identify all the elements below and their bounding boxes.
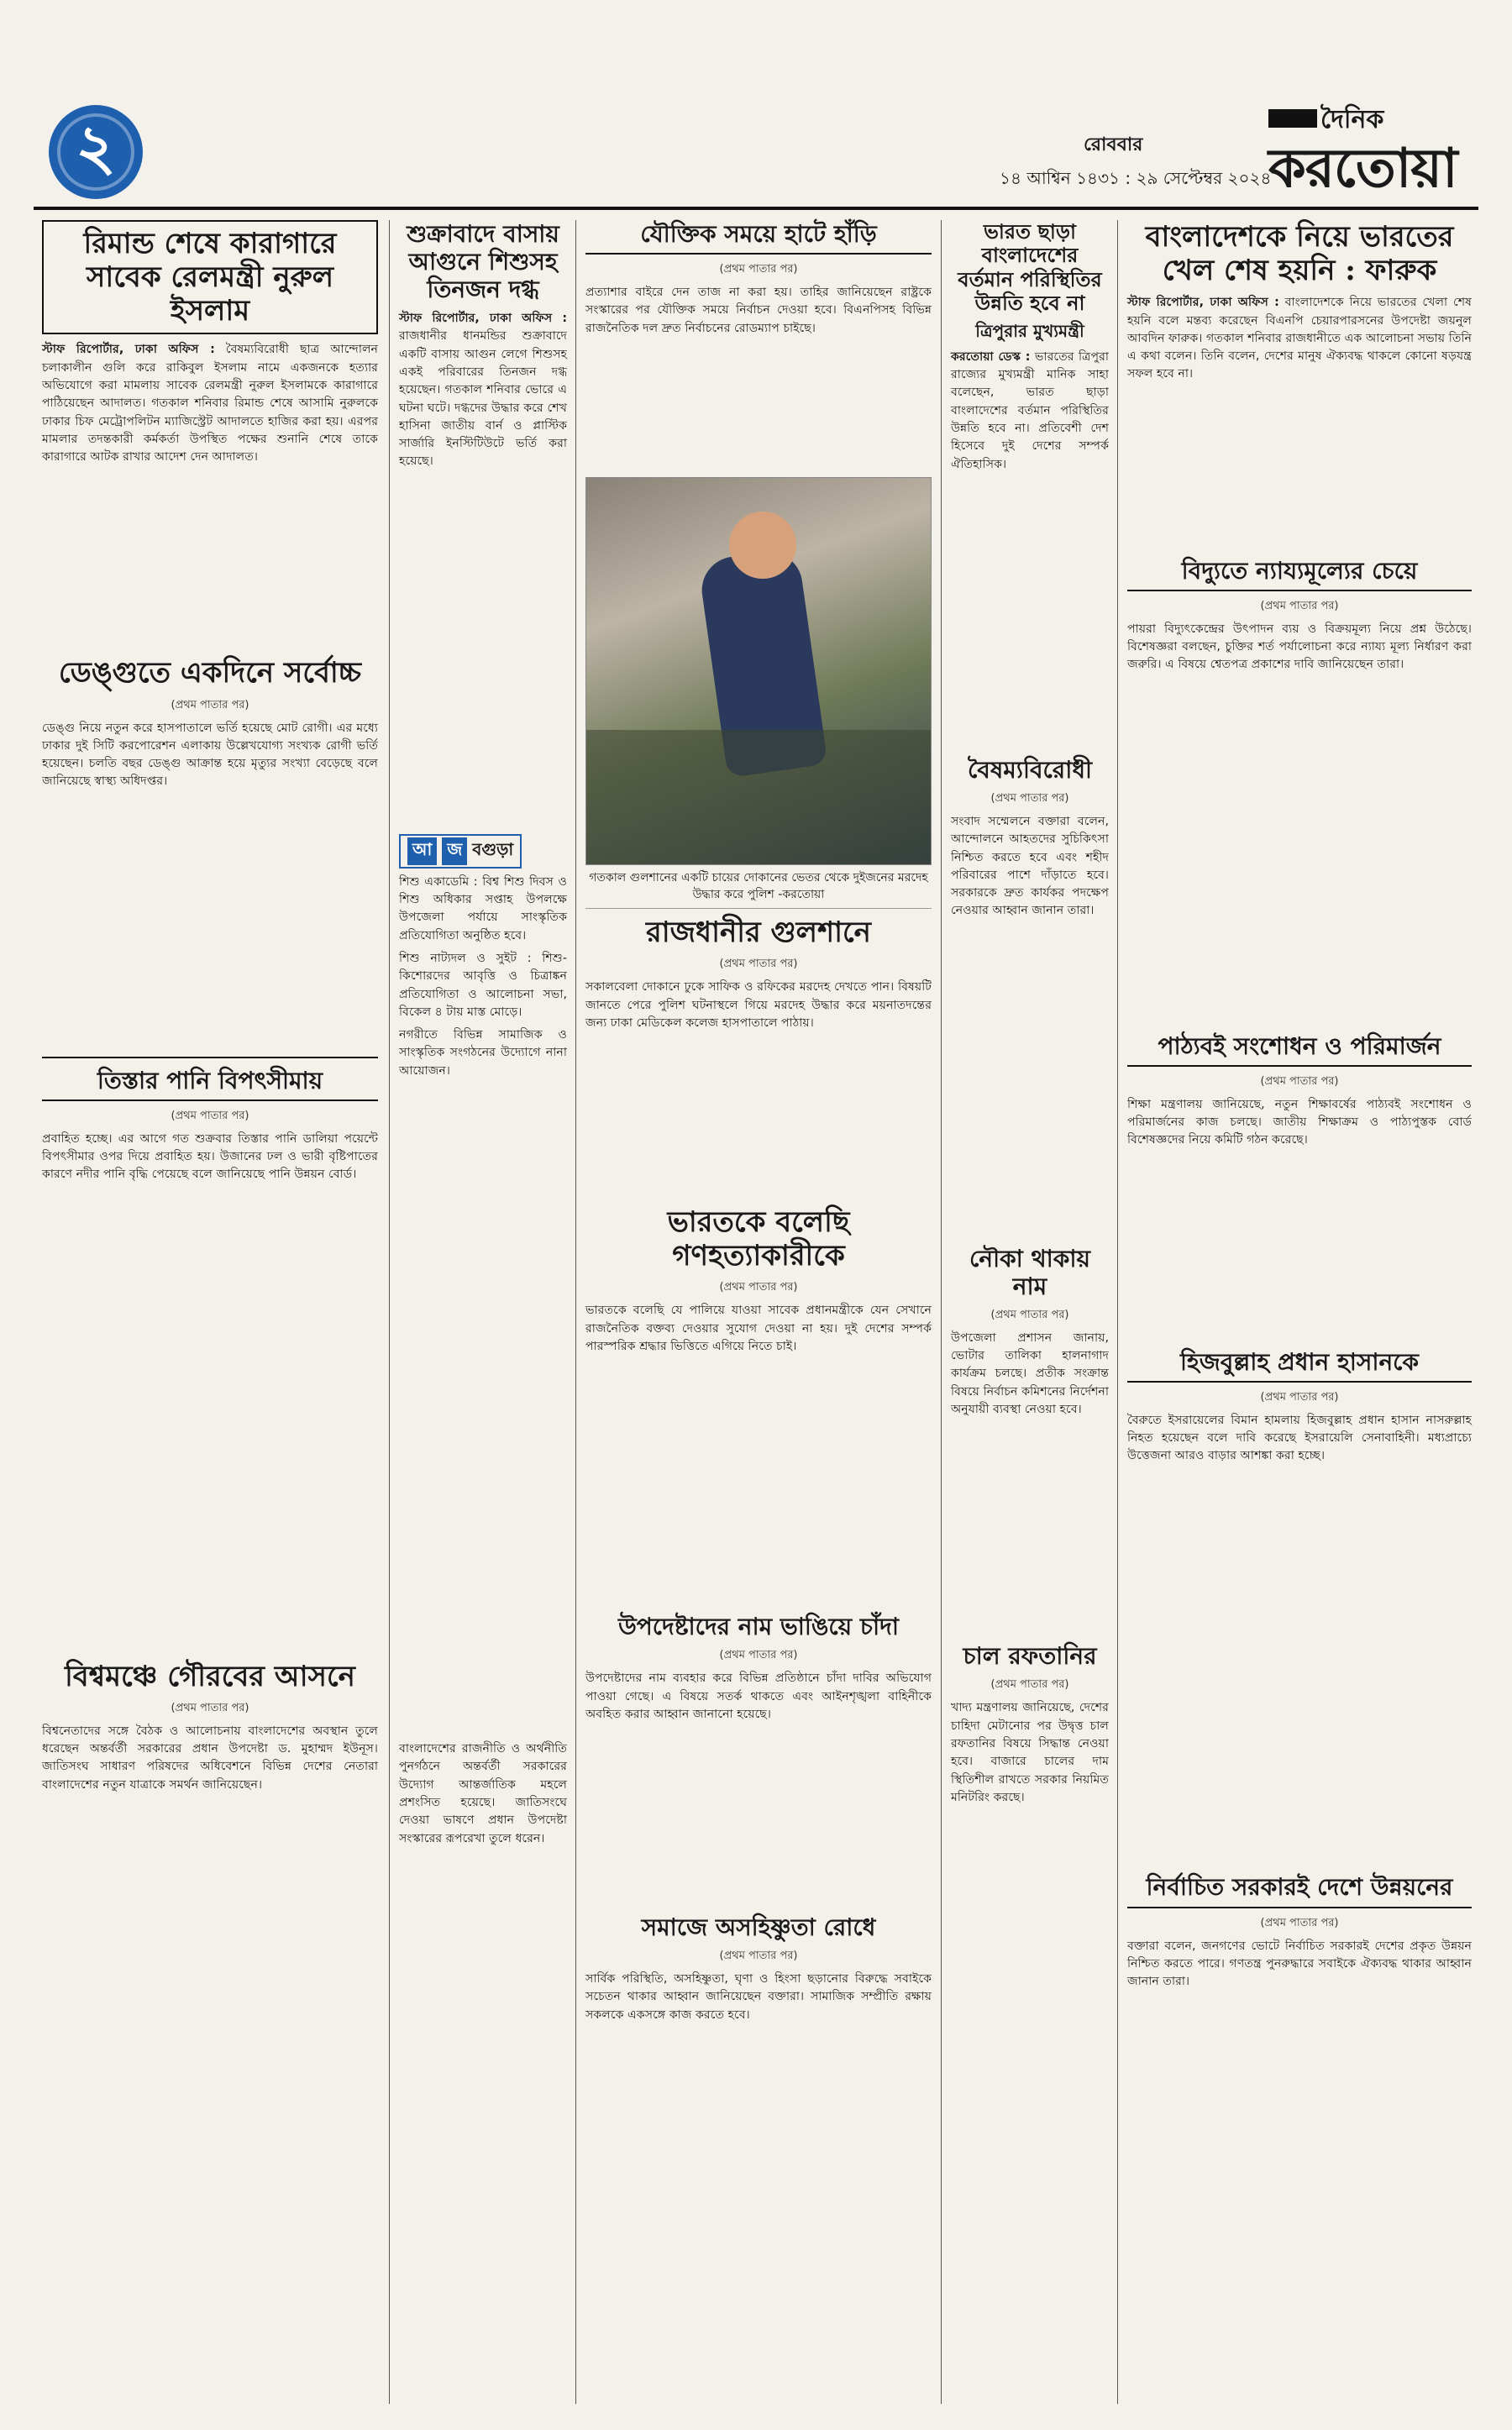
continued-tag: (প্রথম পাতার পর) — [719, 1950, 798, 1963]
article-body — [951, 349, 1109, 474]
caption-text: গতকাল গুলশানের একটি চায়ের দোকানের ভেতর থেকে দুইজনের মরদেহ উদ্ধার করে পুলিশ — [589, 870, 928, 901]
article-text: প্রত্যাশার বাইরে দেন তাজ না করা হয়। তাহির জানিয়েছেন রাষ্ট্রকে সংস্কারের পর যৌক্তিক সময়ে নির্বাচন দেওয়া হবে। বিএনপিসহ বিভিন্ন রাজনৈতিক দল দ্রুত নির্বাচনের রোডম্যাপ চাইছে। — [585, 286, 932, 335]
article-continuation — [585, 1037, 932, 1205]
continued-tag: (প্রথম পাতার পর) — [990, 1678, 1069, 1692]
article-continuation — [585, 1729, 932, 1913]
headline-electricity: বিদ্যুতে ন্যায্যমূল্যের চেয়ে — [1127, 557, 1472, 591]
column-4 — [951, 220, 1109, 1812]
column-divider — [389, 220, 390, 2404]
article-text: প্রবাহিত হচ্ছে। এর আগে গত শুক্রবার তিস্তার পানি ডালিয়া পয়েন্টে বিপৎসীমার ওপর দিয়ে প্রবাহিত হয়। উজানের ঢল ও ভারী বৃষ্টিপাতের কারণে নদীর পানি বৃদ্ধি পেয়েছে বলে জানিয়েছে পানি উন্নয়ন বোর্ড। — [42, 1131, 378, 1182]
header-rule — [34, 207, 1478, 210]
article-text: উপদেষ্টাদের নাম ব্যবহার করে বিভিন্ন প্রতিষ্ঠানে চাঁদা দাবির অভিযোগ পাওয়া গেছে। এ বিষয়ে সতর্ক থাকতে এবং আইনশৃঙ্খলা বাহিনীকে অবহিত করার আহ্বান জানানো হয়েছে। — [585, 1672, 932, 1721]
article-continuation — [42, 1189, 378, 1660]
continued-tag: (প্রথম পাতার পর) — [1260, 1390, 1339, 1404]
article-text: পায়রা বিদ্যুৎকেন্দ্রের উৎপাদন ব্যয় ও বিক্রয়মূল্য নিয়ে প্রশ্ন উঠেছে। বিশেষজ্ঞরা বলছেন, চুক্তির শর্ত পর্যালোচনা করে ন্যায্য মূল্য নির্ধারণ করা জরুরি। এ বিষয়ে শ্বেতপত্র প্রকাশের দাবি জানিয়েছেন তারা। — [1127, 622, 1472, 672]
article-continuation — [951, 926, 1109, 1245]
continued-tag: (প্রথম পাতার পর) — [171, 1701, 249, 1714]
continued-tag: (প্রথম পাতার পর) — [1260, 599, 1339, 612]
photo-ground — [586, 730, 932, 864]
continued-tag: (প্রথম পাতার পর) — [1260, 1074, 1339, 1088]
badge-b: জ — [442, 837, 467, 865]
article-text: বক্তারা বলেন, জনগণের ভোটে নির্বাচিত সরকারই দেশের প্রকৃত উন্নয়ন নিশ্চিত করতে পারে। গণতন্ত্র পুনরুদ্ধারে সবাইকে ঐক্যবদ্ধ থাকার আহ্বান জানান তারা। — [1127, 1939, 1472, 1989]
headline-textbook: পাঠ্যবই সংশোধন ও পরিমার্জন — [1127, 1032, 1472, 1067]
headline-hezbollah: হিজবুল্লাহ প্রধান হাসানকে — [1127, 1348, 1472, 1383]
masthead-small: দৈনিক — [1320, 105, 1384, 134]
caption-credit: -করতোয়া — [778, 887, 825, 901]
column-1 — [42, 220, 378, 1799]
continued-tag: (প্রথম পাতার পর) — [1260, 1916, 1339, 1929]
byline: করতোয়া ডেস্ক : — [951, 349, 1031, 364]
headline-gulshan: রাজধানীর গুলশানে — [646, 916, 871, 950]
badge-place: বগুড়া — [472, 838, 514, 859]
byline: স্টাফ রিপোর্টার, ঢাকা অফিস : — [42, 343, 215, 357]
event-listing: শিশু একাডেমি : বিশ্ব শিশু দিবস ও শিশু অধিকার সপ্তাহ উপলক্ষে উপজেলা পর্যায়ে সাংস্কৃতিক প্রতিযোগিতা অনুষ্ঠিত হবে। — [399, 874, 567, 942]
masthead-title: করতোয়া — [1268, 137, 1457, 200]
headline-anti-discrimination: বৈষম্যবিরোধী — [967, 755, 1093, 784]
continued-tag: (প্রথম পাতার পর) — [990, 791, 1069, 805]
article-continuation — [1127, 1470, 1472, 1873]
page-number: ২ — [75, 111, 117, 184]
article-continuation — [585, 343, 932, 477]
masthead-bar — [1268, 109, 1317, 128]
article-text: রাজধানীর ধানমন্ডির শুক্রাবাদে একটি বাসায় আগুন লেগে শিশুসহ একই পরিবারের তিনজন দগ্ধ হয়েছেন। গতকাল শনিবার ভোরে এ ঘটনা ঘটে। দগ্ধদের উদ্ধার করে শেখ হাসিনা জাতীয় বার্ন ও প্লাস্টিক সার্জারি ইনস্টিটিউটে ভর্তি করা হয়েছে। — [399, 329, 567, 469]
aaj-bogura-badge — [399, 834, 522, 869]
headline-india: ভারতকে বলেছি গণহত্যাকারীকে — [667, 1205, 850, 1273]
column-divider — [575, 220, 576, 2404]
article-text: সার্বিক পরিস্থিতি, অসহিষ্ণুতা, ঘৃণা ও হিংসা ছড়ানোর বিরুদ্ধে সবাইকে সচেতন থাকার আহ্বান জানিয়েছেন বক্তারা। সামাজিক সম্প্রীতি রক্ষায় সকলকে একসঙ্গে কাজ করতে হবে। — [585, 1972, 932, 2022]
article-continuation — [951, 479, 1109, 756]
headline-world-stage: বিশ্বমঞ্চে গৌরবের আসনে — [65, 1659, 355, 1693]
continued-tag: (প্রথম পাতার পর) — [719, 263, 798, 276]
headline-tripura: ভারত ছাড়া বাংলাদেশের বর্তমান পরিস্থিতির উন্নতি হবে না — [958, 219, 1102, 315]
headline-advisers-extortion: উপদেষ্টাদের নাম ভাঙিয়ে চাঁদা — [617, 1613, 899, 1641]
headline-author: ত্রিপুরার মুখ্যমন্ত্রী — [975, 321, 1084, 342]
article-text: ভারতের ত্রিপুরা রাজ্যের মুখ্যমন্ত্রী মানিক সাহা বলেছেন, ভারত ছাড়া বাংলাদেশের বর্তমান পরিস্থিতির উন্নতি হবে না। প্রতিবেশী দেশ হিসেবে দুই দেশের সম্পর্ক ঐতিহাসিক। — [951, 349, 1110, 471]
badge-a: আ — [407, 837, 437, 865]
continued-tag: (প্রথম পাতার পর) — [171, 1109, 249, 1122]
headline-teesta: তিস্তার পানি বিপৎসীমায় — [42, 1067, 378, 1101]
byline: স্টাফ রিপোর্টার, ঢাকা অফিস : — [1127, 296, 1279, 310]
article-body — [42, 341, 378, 466]
headline-rice-export: চাল রফতানির — [963, 1642, 1097, 1671]
section-rule — [42, 1057, 378, 1058]
article-continuation — [1127, 1155, 1472, 1348]
column-divider — [1117, 220, 1118, 2404]
column-5 — [1127, 220, 1472, 1996]
article-text: সংবাদ সম্মেলনে বক্তারা বলেন, আন্দোলনে আহতদের সুচিকিৎসা নিশ্চিত করতে হবে এবং শহীদ পরিবারের পাশে দাঁড়াতে হবে। সরকারকে দ্রুত কার্যকর পদক্ষেপ নেওয়ার আহ্বান জানান তারা। — [951, 814, 1109, 918]
article-continuation — [951, 1424, 1109, 1642]
article-text: খাদ্য মন্ত্রণালয় জানিয়েছে, দেশের চাহিদা মেটানোর পর উদ্বৃত্ত চাল রফতানির বিষয়ে সিদ্ধান্ত নেওয়া হবে। বাজারে চালের দাম স্থিতিশীল রাখতে সরকার নিয়মিত মনিটরিং করছে। — [951, 1701, 1109, 1804]
headline-fire-shukrabad: শুক্রাবাদে বাসায় আগুনে শিশুসহ তিনজন দগ্ধ — [407, 220, 559, 304]
byline: স্টাফ রিপোর্টার, ঢাকা অফিস : — [399, 312, 567, 326]
article-continuation — [42, 796, 378, 1048]
headline-farook: বাংলাদেশকে নিয়ে ভারতের খেল শেষ হয়নি : ফারুক — [1145, 220, 1454, 288]
article-text: বৈরুতে ইসরায়েলের বিমান হামলায় হিজবুল্লাহ প্রধান হাসান নাসরুল্লাহ নিহত হয়েছেন বলে দাবি করেছে ইসরায়েলি সেনাবাহিনী। মধ্যপ্রাচ্যে উত্তেজনা আরও বাড়ার আশঙ্কা করা হচ্ছে। — [1127, 1413, 1472, 1463]
headline-railway-minister: রিমান্ড শেষে কারাগারে সাবেক রেলমন্ত্রী নুরুল ইসলাম — [42, 220, 378, 334]
headline-logical-time: যৌক্তিক সময়ে হাটে হাঁড়ি — [585, 220, 932, 255]
continued-tag: (প্রথম পাতার পর) — [171, 698, 249, 711]
column-2 — [399, 220, 567, 1853]
article-text: ভারতকে বলেছি যে পালিয়ে যাওয়া সাবেক প্রধানমন্ত্রীকে যেন সেখানে রাজনৈতিক বক্তব্য দেওয়ার সুযোগ দেওয়া না হয়। দুই দেশের সম্পর্ক পারস্পরিক শ্রদ্ধার ভিত্তিতে এগিয়ে নিতে চাই। — [585, 1304, 932, 1353]
weekday: রোববার — [1084, 134, 1143, 155]
article-text: শিক্ষা মন্ত্রণালয় জানিয়েছে, নতুন শিক্ষাবর্ষের পাঠ্যবই সংশোধন ও পরিমার্জনের কাজ চলছে। জাতীয় শিক্ষাক্রম ও পাঠ্যপুস্তক বোর্ড বিশেষজ্ঞদের নিয়ে কমিটি গঠন করেছে। — [1127, 1097, 1472, 1147]
photo-caption — [585, 865, 932, 909]
event-listing: শিশু নাট্যদল ও সুইট : শিশু-কিশোরদের আবৃত্তি ও চিত্রাঙ্কন প্রতিযোগিতা ও আলোচনা সভা, বিকেল ৪ টায় মাস্ত মোড়ে। — [399, 951, 567, 1019]
event-listing: নগরীতে বিভিন্ন সামাজিক ও সাংস্কৃতিক সংগঠনের উদ্যোগে নানা আয়োজন। — [399, 1028, 567, 1078]
column-divider — [941, 220, 942, 2404]
headline-elected-government: নির্বাচিত সরকারই দেশে উন্নয়নের — [1127, 1873, 1472, 1908]
article-continuation — [42, 471, 378, 656]
article-text: সকালবেলা দোকানে ঢুকে সাফিক ও রফিকের মরদেহ দেখতে পান। বিষয়টি জানতে পেরে পুলিশ ঘটনাস্থলে গিয়ে মরদেহ উদ্ধার করে ময়নাতদন্তের জন্য ঢাকা মেডিকেল কলেজ হাসপাতালে পাঠায়। — [585, 980, 932, 1030]
masthead-logo — [1268, 99, 1478, 200]
page-number-badge — [49, 105, 143, 199]
continued-tag: (প্রথম পাতার পর) — [990, 1308, 1069, 1321]
article-text: বিশ্বনেতাদের সঙ্গে বৈঠক ও আলোচনায় বাংলাদেশের অবস্থান তুলে ধরেছেন অন্তর্বর্তী সরকারের প্রধান উপদেষ্টা ড. মুহাম্মদ ইউনূস। জাতিসংঘ সাধারণ পরিষদের অধিবেশনে বিভিন্ন দেশের নেতারা বাংলাদেশের নতুন যাত্রাকে সমর্থন জানিয়েছেন। — [42, 1724, 378, 1792]
column-3 — [585, 220, 932, 2029]
continued-tag: (প্রথম পাতার পর) — [719, 958, 798, 971]
article-body — [1127, 294, 1472, 383]
article-continuation — [585, 1361, 932, 1613]
article-body — [399, 310, 567, 471]
continued-tag: (প্রথম পাতার পর) — [719, 1281, 798, 1294]
article-text: বৈষম্যবিরোধী ছাত্র আন্দোলন চলাকালীন গুলি করে রাকিবুল ইসলাম নামে একজনকে হত্যার অভিযোগে করা মামলায় সাবেক রেলমন্ত্রী নুরুল ইসলামকে কারাগারে পাঠিয়েছেন আদালত। গতকাল শনিবার রিমান্ড শেষে আসামি নুরুলকে ঢাকার চিফ মেট্রোপলিটন ম্যাজিস্ট্রেট আদালতে হাজির করা হয়। এরপর মামলার তদন্তকারী কর্মকর্তা উপস্থিত পক্ষের শুনানি শেষে তাকে কারাগারে আটক রাখার আদেশ দেন আদালত। — [42, 343, 379, 464]
headline-boat-name: নৌকা থাকায় নাম — [969, 1244, 1090, 1300]
dateline: ১৪ আশ্বিন ১৪৩১ : ২৯ সেপ্টেম্বর ২০২৪ — [1000, 168, 1272, 188]
article-text: বাংলাদেশকে নিয়ে ভারতের খেলা শেষ হয়নি বলে মন্তব্য করেছেন বিএনপি চেয়ারপারসনের উপদেষ্টা জয়নুল আবদিন ফারুক। গতকাল শনিবার রাজধানীতে এক আলোচনা সভায় তিনি এ কথা বলেন। তিনি বলেন, দেশের মানুষ ঐক্যবদ্ধ থাকলে কোনো ষড়যন্ত্র সফল হবে না। — [1127, 296, 1472, 381]
article-continuation — [1127, 389, 1472, 557]
article-text: বাংলাদেশের রাজনীতি ও অর্থনীতি পুনর্গঠনে অন্তর্বর্তী সরকারের উদ্যোগ আন্তর্জাতিক মহলে প্রশংসিত হয়েছে। জাতিসংঘে দেওয়া ভাষণে প্রধান উপদেষ্টা সংস্কারের রূপরেখা তুলে ধরেন। — [399, 1742, 567, 1845]
headline-dengue: ডেঙ্গুতে একদিনে সর্বোচ্চ — [58, 656, 362, 690]
article-continuation — [399, 1085, 567, 1740]
news-photo — [585, 477, 932, 865]
article-continuation — [1127, 680, 1472, 1032]
article-text: উপজেলা প্রশাসন জানায়, ভোটার তালিকা হালনাগাদ কার্যক্রম চলছে। প্রতীক সংক্রান্ত বিষয়ে নির্বাচন কমিশনের নির্দেশনা অনুযায়ী ব্যবস্থা নেওয়া হবে। — [951, 1330, 1109, 1416]
continued-tag: (প্রথম পাতার পর) — [719, 1649, 798, 1662]
headline-intolerance: সমাজে অসহিষ্ণুতা রোধে — [641, 1913, 876, 1942]
photo-figure — [729, 512, 796, 579]
article-continuation — [399, 476, 567, 829]
article-text: ডেঙ্গু নিয়ে নতুন করে হাসপাতালে ভর্তি হয়েছে মোট রোগী। এর মধ্যে ঢাকার দুই সিটি করপোরেশন এলাকায় উল্লেখযোগ্য সংখ্যক রোগী ভর্তি হয়েছেন। চলতি বছর ডেঙ্গু আক্রান্ত হয়ে মৃত্যুর সংখ্যা বেড়েছে বলে জানিয়েছে স্বাস্থ্য অধিদপ্তর। — [42, 721, 378, 789]
